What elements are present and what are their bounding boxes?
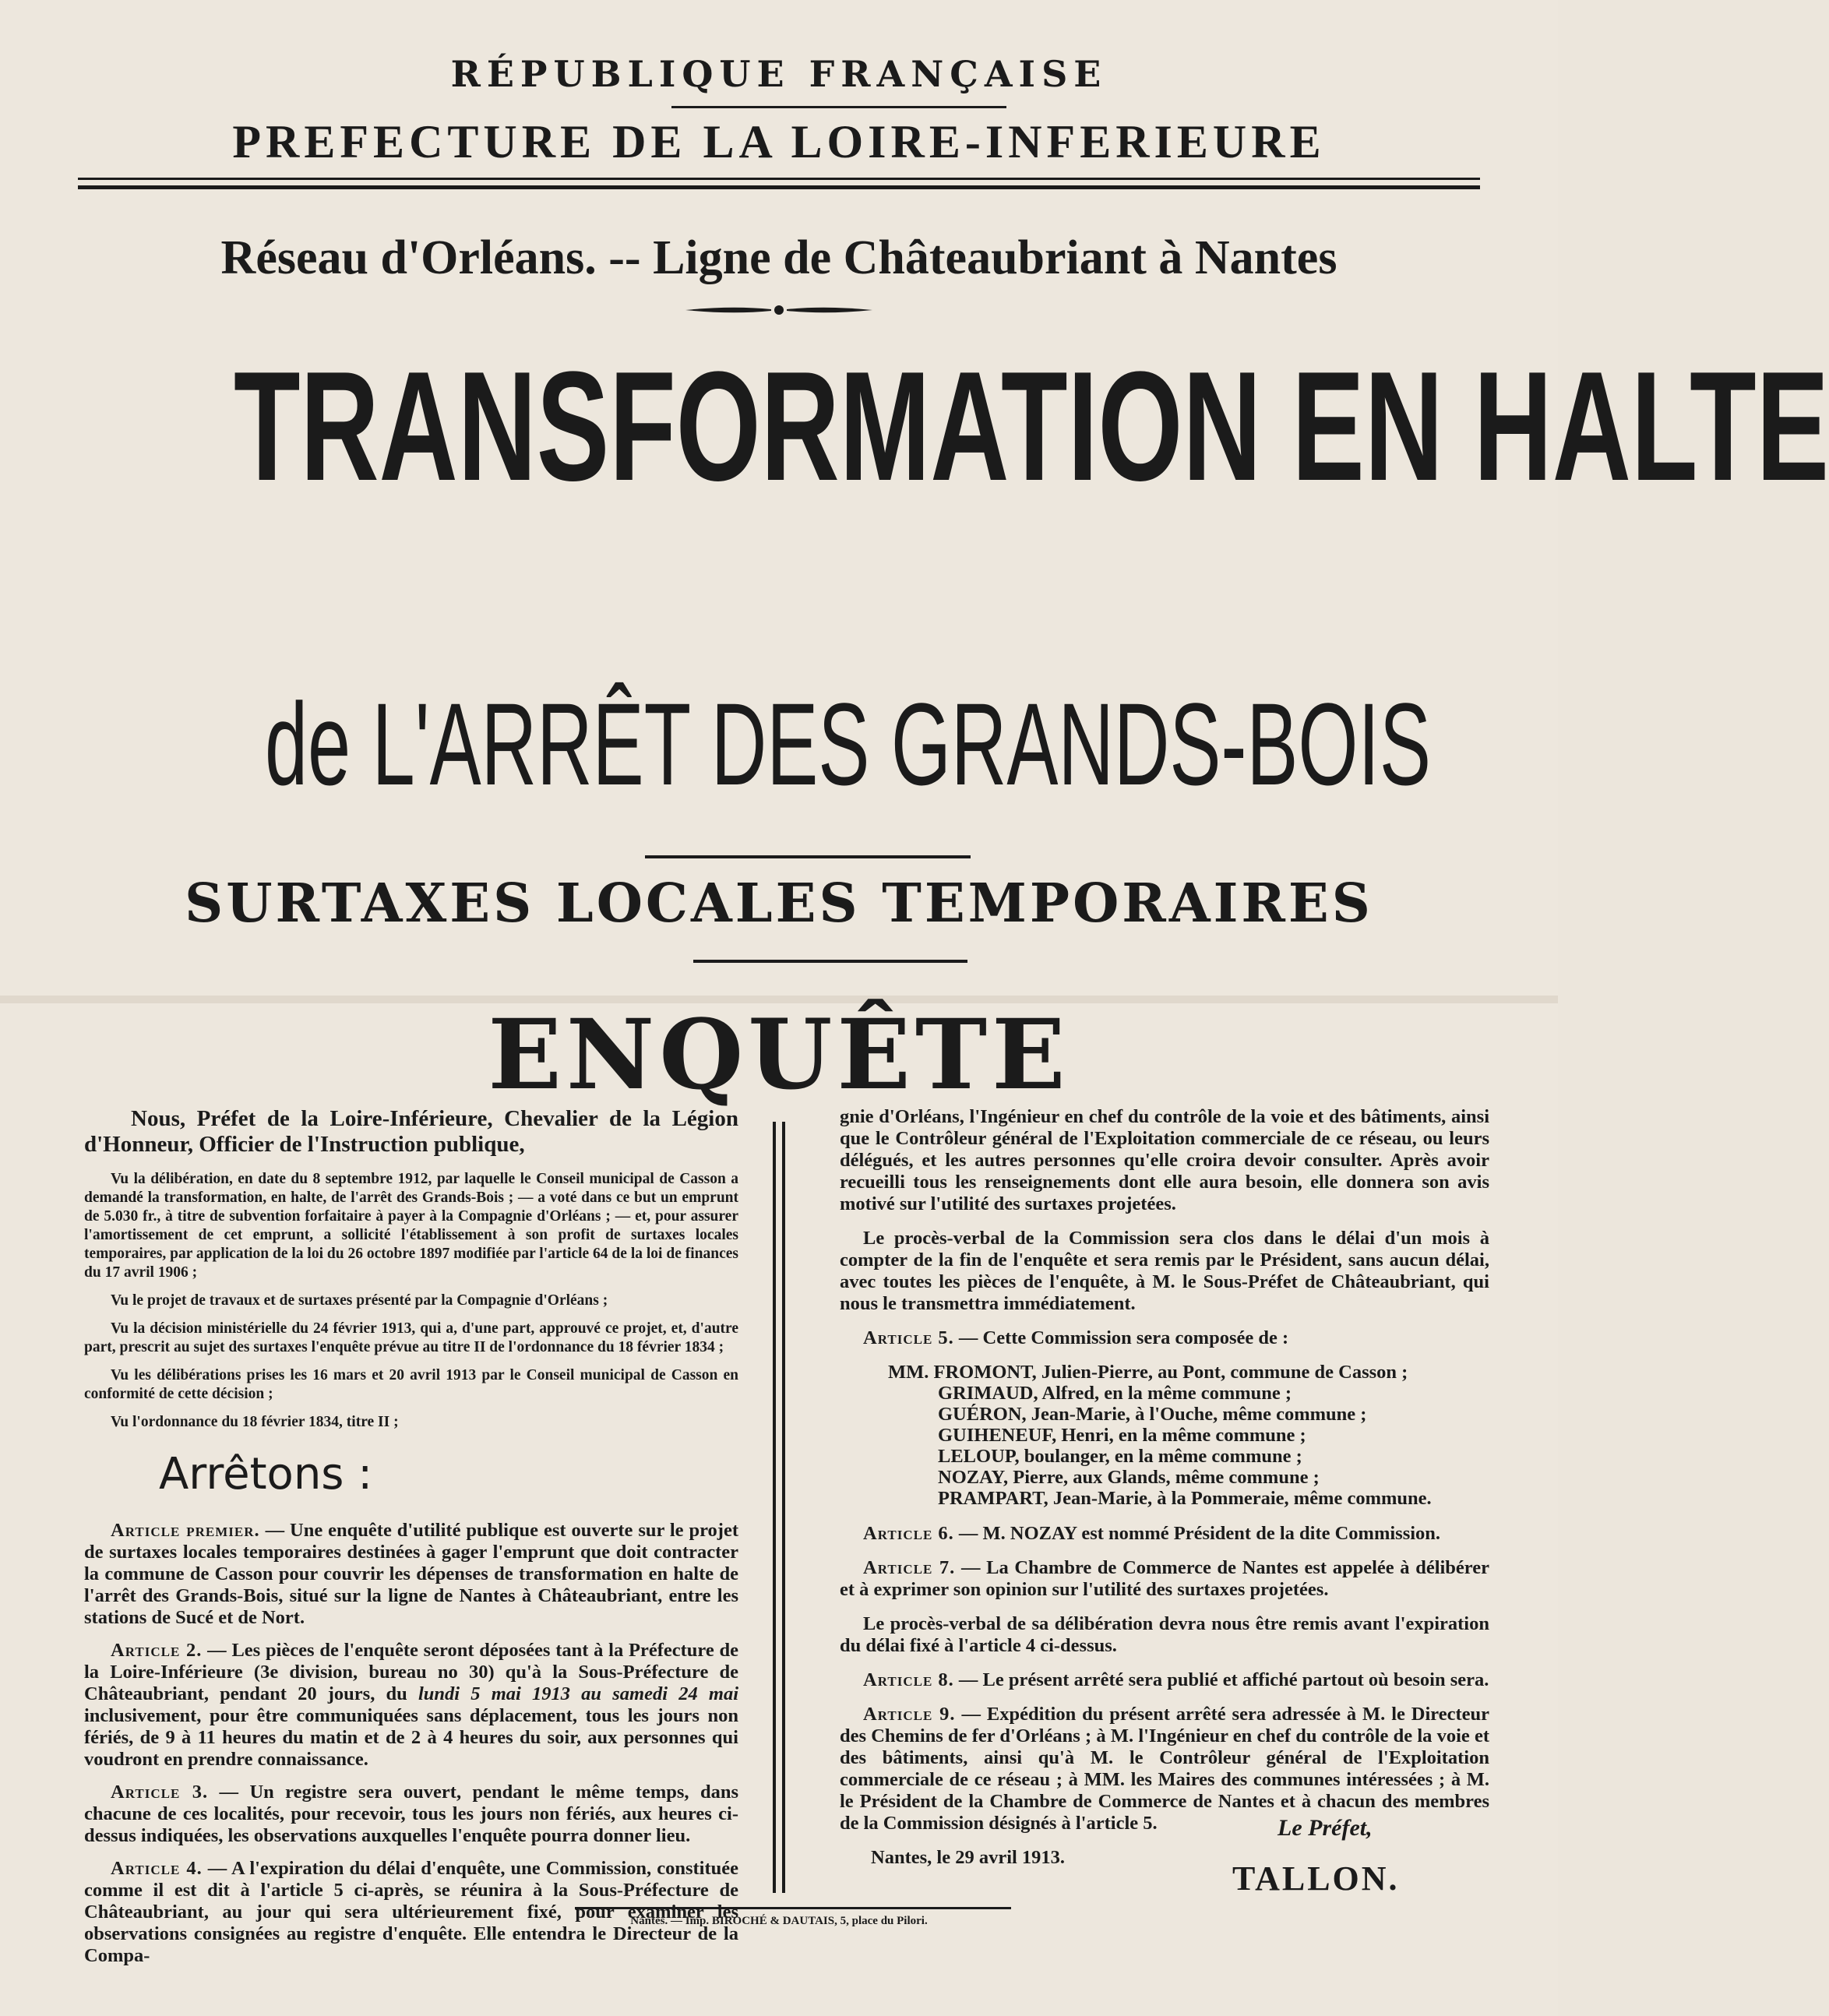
preamble: Nous, Préfet de la Loire-Inférieure, Chevalier de la Légion d'Honneur, Officier de l'Instruction publique,: [84, 1106, 738, 1157]
prefecture-heading: PREFECTURE DE LA LOIRE-INFERIEURE: [232, 116, 1326, 167]
article-label: Article 3.: [111, 1782, 209, 1803]
article-label: Article 6.: [863, 1523, 954, 1544]
member-row: GUIHENEUF, Henri, en la même commune ;: [938, 1425, 1306, 1446]
member-row: PRAMPART, Jean-Marie, à la Pommeraie, même commune.: [938, 1488, 1432, 1509]
article-label: Article premier.: [111, 1520, 260, 1541]
article-text: au: [570, 1683, 613, 1704]
article-label: Article 4.: [111, 1858, 203, 1879]
member-row: NOZAY, Pierre, aux Glands, même commune ;: [938, 1467, 1320, 1488]
prefet-title: Le Préfet,: [1277, 1815, 1373, 1841]
subtitle: de L'ARRÊT DES GRANDS-BOIS: [265, 678, 1431, 809]
member-row: GRIMAUD, Alfred, en la même commune ;: [938, 1383, 1292, 1404]
date-highlight: samedi 24 mai: [612, 1683, 738, 1704]
subtitle-rule: [645, 855, 971, 858]
article: [840, 1327, 1489, 1349]
surtaxes-rule: [693, 960, 967, 963]
article: [84, 1640, 738, 1771]
article-label: Article 8.: [863, 1669, 954, 1690]
commission-members: [840, 1362, 1489, 1509]
left-column: [84, 1106, 738, 1978]
considerant: Vu le projet de travaux et de surtaxes présenté par la Compagnie d'Orléans ;: [111, 1292, 608, 1309]
signatory-name: TALLON.: [1232, 1859, 1400, 1898]
considerant: Vu l'ordonnance du 18 février 1834, titre II ;: [111, 1414, 399, 1430]
main-title: TRANSFORMATION EN HALTE: [234, 340, 1829, 513]
signature-date: Nantes, le 29 avril 1913.: [871, 1847, 1066, 1868]
article-text: — Cette Commission sera composée de :: [953, 1327, 1289, 1348]
reseau-line: Réseau d'Orléans. -- Ligne de Châteaubriant à Nantes: [220, 231, 1337, 284]
arretons-heading: Arrêtons :: [159, 1449, 373, 1500]
proces-verbal: Le procès-verbal de la Commission sera clos dans le délai d'un mois à compter de la fin de l'enquête et sera remis par le Président, sans aucun délai, avec toutes les pièces de l'enquête, à M. le Sous-Préfet de Châteaubriant, qui nous le transmettra immédiatement.: [840, 1228, 1489, 1314]
enquete-heading: ENQUÊTE: [488, 999, 1070, 1112]
article-text: — M. NOZAY est nommé Président de la dite Commission.: [953, 1523, 1441, 1544]
article-text: — A l'expiration du délai d'enquête, une Commission, constituée comme il est dit à l'article 5 ci-après, se réunira à la Sous-Préfecture de Châteaubriant, au jour qui sera ultérieurement fixé, pour examiner les observations consignées au registre d'enquête. Elle entendra le Directeur de la Compa-: [84, 1858, 738, 1966]
considerant: Vu les délibérations prises les 16 mars et 20 avril 1913 par le Conseil municipal de Casson en conformité de cette décision ;: [84, 1367, 738, 1402]
member-row: LELOUP, boulanger, en la même commune ;: [938, 1446, 1302, 1467]
surtaxes-heading: SURTAXES LOCALES TEMPORAIRES: [185, 872, 1373, 935]
article-text: inclusivement, pour être communiquées sans déplacement, tous les jours non fériés, de 9 à 11 heures du matin et de 2 à 4 heures du soir, aux personnes qui voudront en prendre connaissance.: [84, 1705, 738, 1770]
column-divider: [773, 1122, 776, 1893]
article-text: — Un registre sera ouvert, pendant le même temps, dans chacune de ces localités, pour recevoir, tous les jours non fériés, aux heures ci-dessus indiquées, les observations auxquelles l'enquête pourra donner lieu.: [84, 1782, 738, 1846]
proces-verbal: Le procès-verbal de sa délibération devra nous être remis avant l'expiration du délai fixé à l'article 4 ci-dessus.: [840, 1613, 1489, 1656]
right-column: [840, 1106, 1489, 1869]
article-label: Article 2.: [111, 1640, 203, 1661]
republique-heading: RÉPUBLIQUE FRANÇAISE: [450, 53, 1108, 95]
article: [840, 1669, 1489, 1691]
ornament-divider: [685, 302, 872, 318]
article-label: Article 9.: [863, 1704, 956, 1725]
article-text: — Les pièces de l'enquête seront déposées tant à la Préfecture de la Loire-Inférieure (3e division, bureau no 30) qu'à la Sous-Préfecture de Châteaubriant, pendant 20 jours, du: [84, 1640, 738, 1704]
date-highlight: lundi 5 mai 1913: [418, 1683, 570, 1704]
article-text: — Le présent arrêté sera publié et affiché partout où besoin sera.: [953, 1669, 1489, 1690]
article-label: Article 7.: [863, 1557, 956, 1578]
member-row: GUÉRON, Jean-Marie, à l'Ouche, même commune ;: [938, 1404, 1367, 1425]
article: [84, 1782, 738, 1847]
article: [840, 1704, 1489, 1834]
article: [840, 1557, 1489, 1601]
considerant: Vu la délibération, en date du 8 septembre 1912, par laquelle le Conseil municipal de Casson a demandé la transformation, en halte, de l'arrêt des Grands-Bois ; — a voté dans ce but un emprunt de 5.030 fr., à titre de subvention forfaitaire à payer à la Compagnie d'Orléans ; — et, pour assurer l'amortissement de cet emprunt, a sollicité l'établissement à son profit de surtaxes locales temporaires, par application de la loi du 26 octobre 1897 modifiée par l'article 64 de la loi de finances du 17 avril 1906 ;: [84, 1171, 738, 1281]
article: [840, 1523, 1489, 1545]
column-divider: [782, 1122, 785, 1893]
double-rule-bottom: [78, 185, 1480, 189]
continuation: gnie d'Orléans, l'Ingénieur en chef du contrôle de la voie et des bâtiments, ainsi que le Contrôleur général de l'Exploitation commerciale de ce réseau, ou leurs délégués, et les autres personnes qu'elle croira devoir consulter. Après avoir recueilli tous les renseignements dont elle aura besoin, elle donnera son avis motivé sur l'utilité des surtaxes projetées.: [840, 1106, 1489, 1214]
article-text: — Une enquête d'utilité publique est ouverte sur le projet de surtaxes locales temporaires destinées à gager l'emprunt que doit contracter la commune de Casson pour couvrir les dépenses de transformation en halte de l'arrêt des Grands-Bois, situé sur la ligne de Nantes à Châteaubriant, entre les stations de Sucé et de Nort.: [84, 1520, 739, 1628]
article-text: — La Chambre de Commerce de Nantes est appelée à délibérer et à exprimer son opinion sur l'utilité des surtaxes projetées.: [840, 1557, 1489, 1600]
header-rule: [671, 106, 1006, 108]
article: [84, 1858, 738, 1967]
double-rule-top: [78, 178, 1480, 180]
considerant: Vu la décision ministérielle du 24 février 1913, qui a, d'une part, approuvé ce projet, et, d'autre part, prescrit au sujet des surtaxes l'enquête prévue au titre II de l'ordonnance du 18 février 1834 ;: [84, 1320, 738, 1355]
printer-imprint: Nantes. — Imp. BIROCHÉ & DAUTAIS, 5, place du Pilori.: [630, 1915, 928, 1927]
footer-rule: [575, 1907, 1011, 1909]
article-text: — Expédition du présent arrêté sera adressée à M. le Directeur des Chemins de fer d'Orléans ; à M. l'Ingénieur en chef du contrôle de la voie et des bâtiments, ainsi qu'à M. le Contrôleur général de l'Exploitation commerciale de ce réseau ; à MM. les Maires des communes intéressées ; à M. le Président de la Chambre de Commerce de Nantes et à chacun des membres de la Commission désignés à l'article 5.: [840, 1704, 1489, 1834]
member-row: MM. FROMONT, Julien-Pierre, au Pont, commune de Casson ;: [888, 1362, 1408, 1383]
article: [84, 1520, 738, 1629]
article-label: Article 5.: [863, 1327, 954, 1348]
